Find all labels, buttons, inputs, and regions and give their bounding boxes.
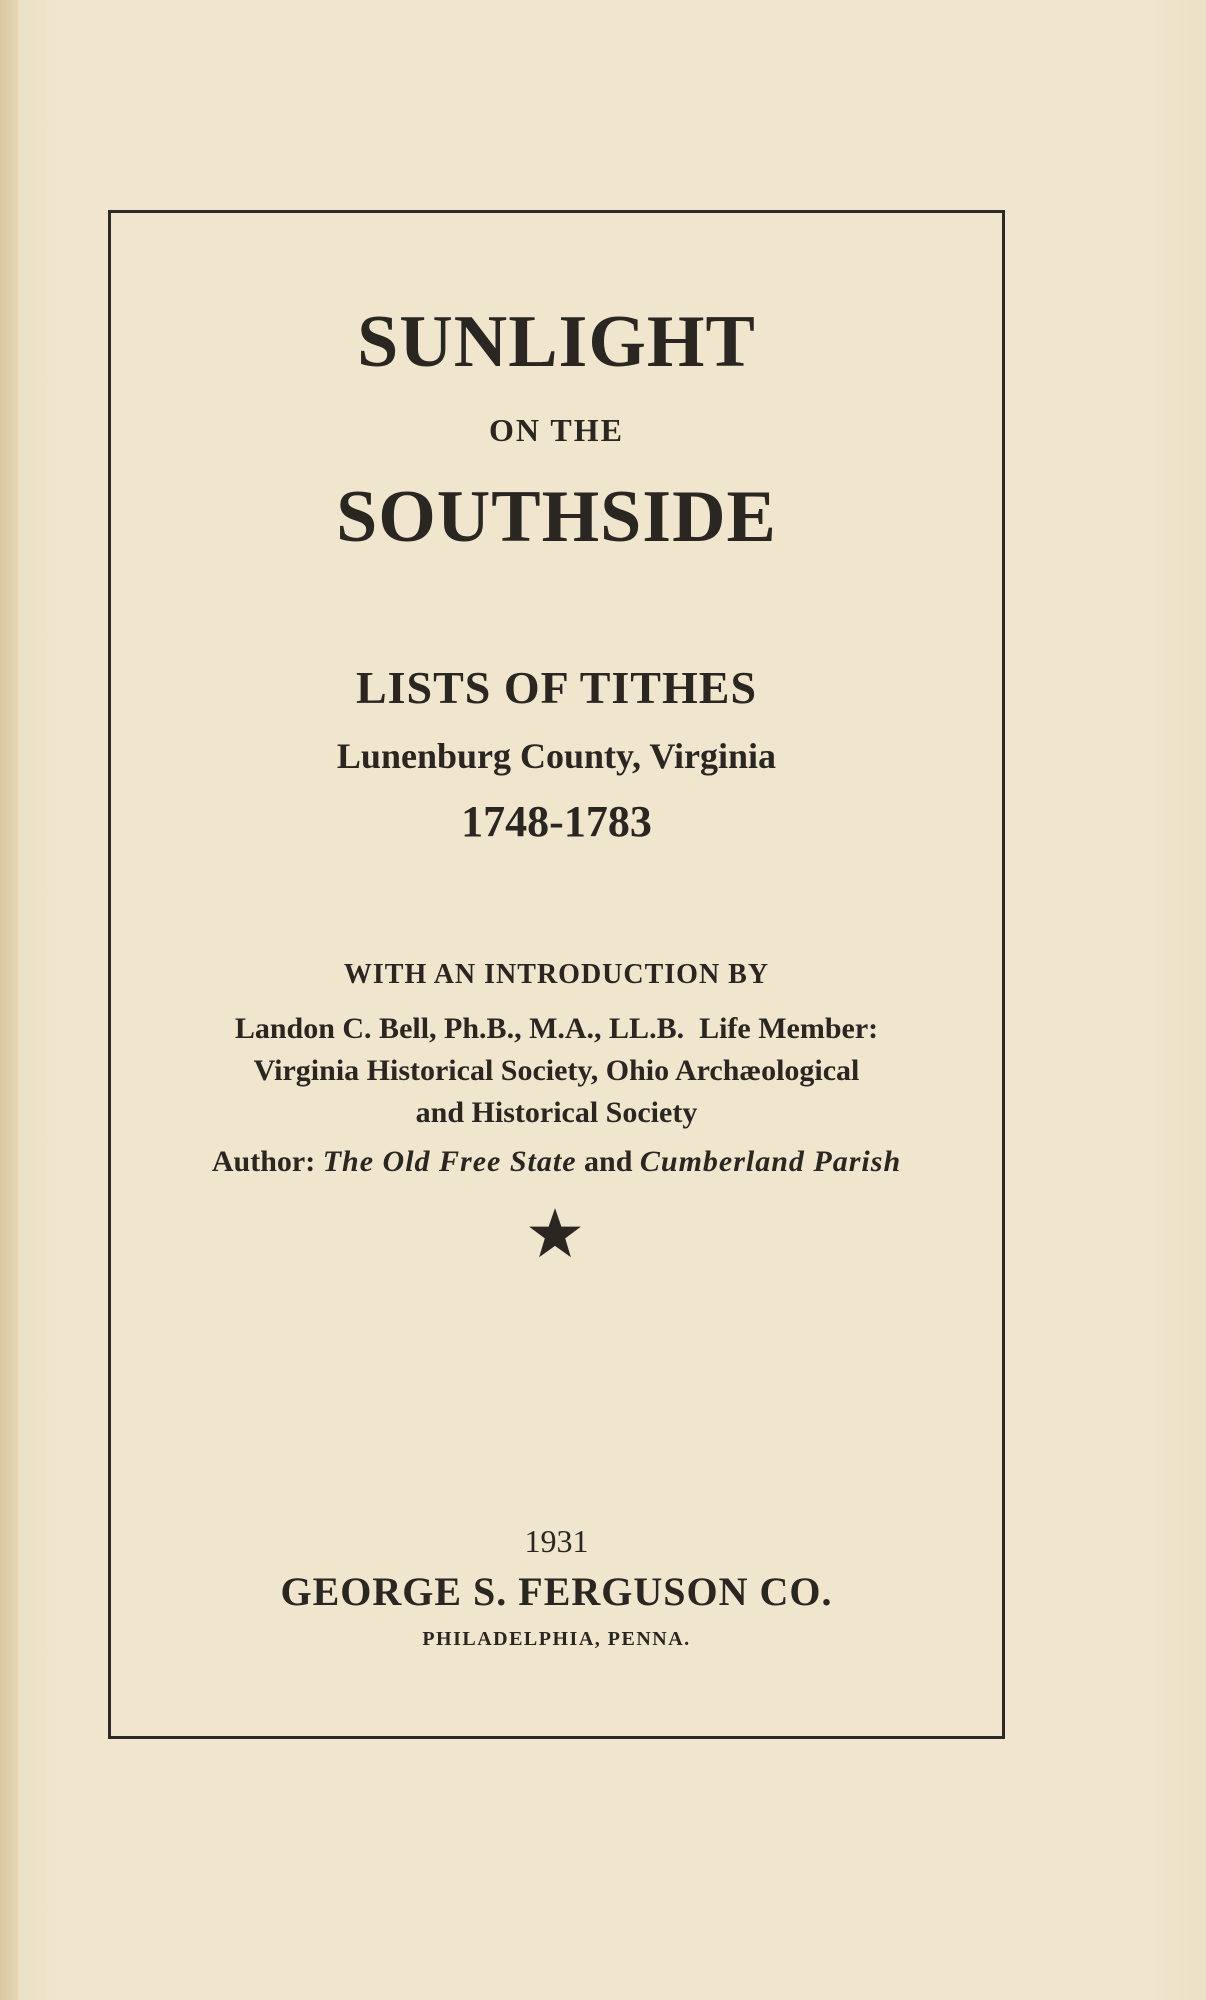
imprint-year: 1931 xyxy=(524,1523,589,1559)
introduction-bio-line-2: Virginia Historical Society, Ohio Archæological xyxy=(253,1054,860,1087)
author-conjunction: and xyxy=(576,1145,640,1178)
subtitle-heading: LISTS OF TITHES xyxy=(355,662,758,713)
star-icon xyxy=(528,1207,582,1261)
book-title-old-free-state: The Old Free State xyxy=(322,1145,577,1178)
introduction-bio-line-1: Landon C. Bell, Ph.B., M.A., LL.B. Life Member: xyxy=(234,1012,879,1045)
title-line-southside: SOUTHSIDE xyxy=(336,476,777,558)
introduction-label: WITH AN INTRODUCTION BY xyxy=(343,959,770,990)
spine-shadow xyxy=(0,0,18,2000)
author-prefix: Author: xyxy=(211,1145,323,1178)
subtitle-county: Lunenburg County, Virginia xyxy=(336,736,777,776)
imprint-publisher: GEORGE S. FERGUSON CO. xyxy=(280,1569,833,1614)
book-title-cumberland-parish: Cumberland Parish xyxy=(639,1145,902,1178)
author-line xyxy=(108,1145,1005,1179)
title-line-on-the: ON THE xyxy=(489,412,624,448)
title-line-sunlight: SUNLIGHT xyxy=(357,301,756,383)
imprint-city: PHILADELPHIA, PENNA. xyxy=(422,1628,691,1650)
subtitle-years: 1748-1783 xyxy=(461,797,652,846)
introduction-bio-line-3: and Historical Society xyxy=(415,1096,698,1129)
